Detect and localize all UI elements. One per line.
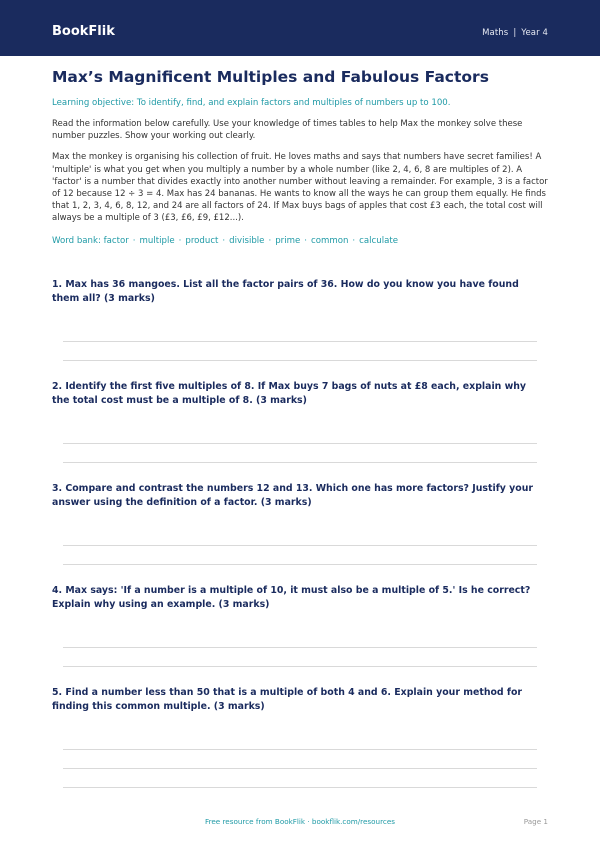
header-meta [482,28,548,38]
answer-line[interactable] [63,666,537,667]
question-text: 2. Identify the first five multiples of 8. If Max buys 7 bags of nuts at £8 each, explain why the total cost must be a multiple of 8. (3 marks) [52,381,527,406]
answer-line[interactable] [63,647,537,648]
answer-line[interactable] [63,545,537,546]
word-bank-word: calculate [359,235,399,246]
question-1 [52,278,542,305]
answer-line[interactable] [63,360,537,361]
question-text: 3. Compare and contrast the numbers 12 and 13. Which one has more factors? Justify your answer using the definition of a factor. (3 marks) [52,483,534,508]
word-bank-word: product [185,235,219,246]
question-text: 5. Find a number less than 50 that is a multiple of both 4 and 6. Explain your method for finding this common multiple. (3 marks) [52,687,523,712]
brand-logo: BookFlik [52,24,115,39]
word-bank-label: Word bank: [52,235,101,246]
answer-line[interactable] [63,341,537,342]
word-bank-word: factor [103,235,129,246]
answer-line[interactable] [63,768,537,769]
story-paragraph: Max the monkey is organising his collection of fruit. He loves maths and says that numbers have secret families! A 'multiple' is what you get when you multiply a number by a whole number (like 2, 4, 6, 8 are multiples of 2). A 'factor' is a number that divides exactly into another number without leaving a remainder. For example, 3 is a factor of 12 because 12 ÷ 3 = 4. Max has 24 bananas. He wants to know all the ways he can group them equally. He finds that 1, 2, 3, 4, 6, 8, 12, and 24 are all factors of 24. If Max buys bags of apples that cost £3 each, the total cost will always be a multiple of 3 (£3, £6, £9, £12...). [52,152,548,224]
page-header [0,0,600,56]
subject-label: Maths [482,28,509,38]
learning-objective: Learning objective: To identify, find, and explain factors and multiples of numbers up to 100. [52,98,451,108]
question-4 [52,584,542,611]
word-bank-word: common [310,235,349,246]
instructions-paragraph: Read the information below carefully. Use your knowledge of times tables to help Max the monkey solve these number puzzles. Show your working out clearly. [52,119,523,142]
word-bank: Word bank: factor · multiple · product · divisible · prime · common · calculate [52,235,399,246]
page-number: Page 1 [523,817,548,826]
question-2 [52,380,542,407]
year-label: Year 4 [521,28,548,38]
question-text: 1. Max has 36 mangoes. List all the factor pairs of 36. How do you know you have found them all? (3 marks) [52,279,519,304]
meta-separator: | [513,28,517,38]
question-3 [52,482,542,509]
answer-line[interactable] [63,787,537,788]
answer-line[interactable] [63,443,537,444]
question-text: 4. Max says: 'If a number is a multiple of 10, it must also be a multiple of 5.' Is he correct? Explain why using an example. (3 marks) [52,585,531,610]
page-title: Max’s Magnificent Multiples and Fabulous Factors [52,68,489,86]
worksheet-intro [52,64,548,247]
answer-line[interactable] [63,749,537,750]
question-5 [52,686,542,713]
footer-link[interactable]: Free resource from BookFlik · bookflik.com/resources [204,817,396,826]
page-footer [0,817,600,829]
word-bank-word: divisible [229,235,265,246]
word-bank-word: multiple [139,235,175,246]
word-bank-word: prime [275,235,301,246]
answer-line[interactable] [63,564,537,565]
answer-line[interactable] [63,462,537,463]
